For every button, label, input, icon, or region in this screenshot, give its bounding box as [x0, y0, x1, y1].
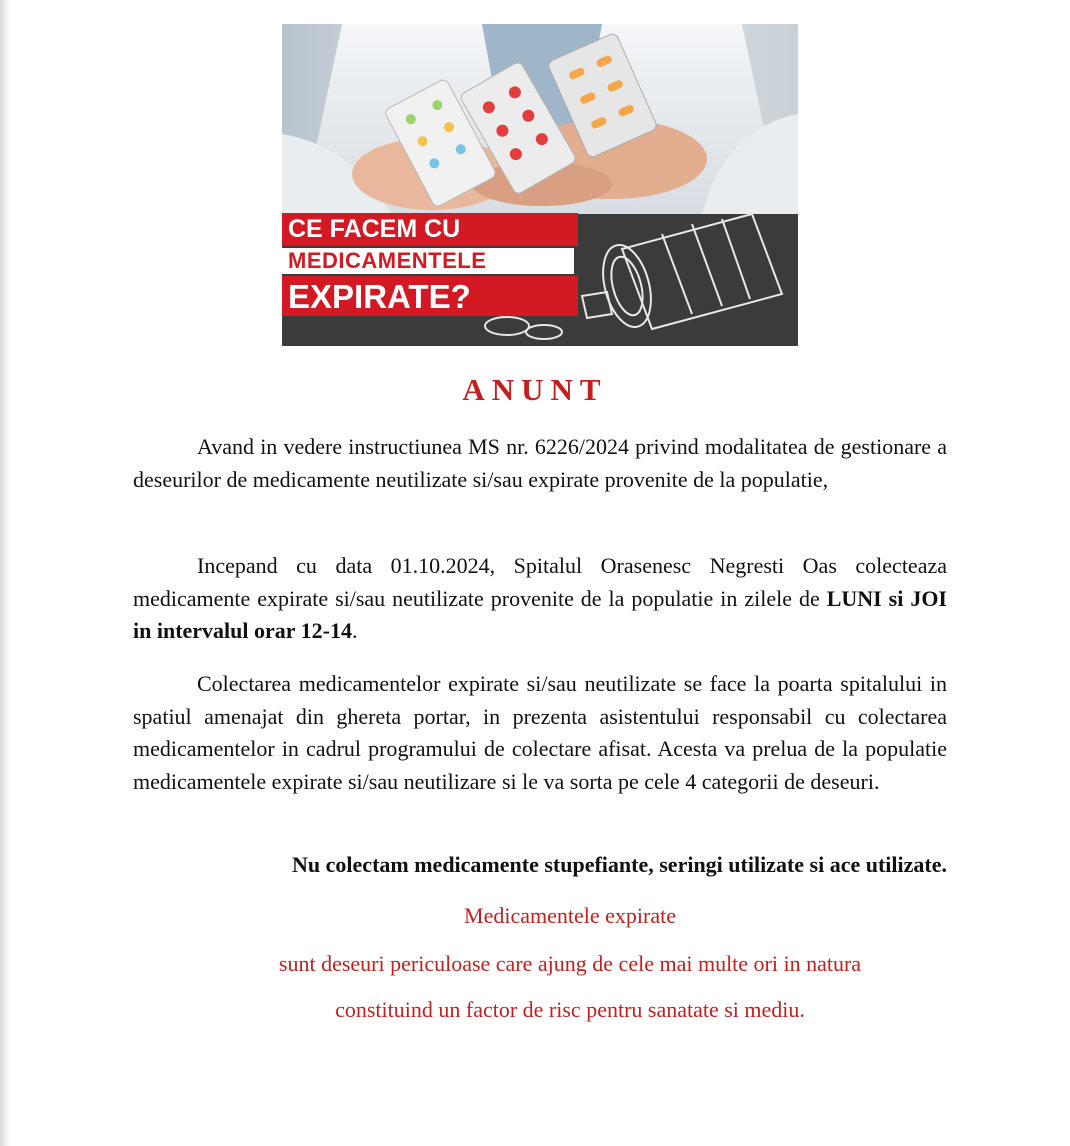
announcement-title: ANUNT — [462, 372, 608, 407]
schedule-days-hours: LUNI si JOI in intervalul orar 12-14 — [133, 585, 947, 643]
banner-line-3: EXPIRATE? — [282, 276, 578, 316]
warning-line-2: sunt deseuri periculoase care ajung de cele mai multe ori in natura — [278, 951, 862, 976]
paragraph-intro — [133, 431, 947, 496]
warning-line-3: constituind un factor de risc pentru sanatate si mediu. — [335, 997, 805, 1022]
warning-line-1: Medicamentele expirate — [464, 903, 676, 928]
paragraph-schedule-text: Incepand cu data 01.10.2024, Spitalul Orasenesc Negresti Oas colecteaza medicamente expirate si/sau neutilizate provenite de la populatie in zilele de — [133, 553, 947, 611]
paragraph-procedure — [133, 668, 947, 798]
paragraph-intro-text: Avand in vedere instructiunea MS nr. 6226/2024 privind modalitatea de gestionare a deseurilor de medicamente neutilizate si/sau expirate provenite de la populatie, — [133, 434, 947, 492]
paragraph-schedule-end: . — [351, 618, 358, 643]
exclusions-note: Nu colectam medicamente stupefiante, seringi utilizate si ace utilizate. — [292, 852, 947, 877]
banner-line-2: MEDICAMENTELE — [282, 248, 574, 274]
paragraph-procedure-text: Colectarea medicamentelor expirate si/sau neutilizate se face la poarta spitalului in spatiul amenajat din ghereta portar, in prezenta asistentului responsabil cu colectarea medicamentelor in cadrul programului de colectare afisat. Acesta va prelua de la populatie medicamentele expirate si/sau neutilizare si le va sorta pe cele 4 categorii de deseuri. — [133, 671, 947, 794]
paragraph-schedule — [133, 550, 947, 648]
banner-line-1: CE FACEM CU — [282, 213, 578, 246]
